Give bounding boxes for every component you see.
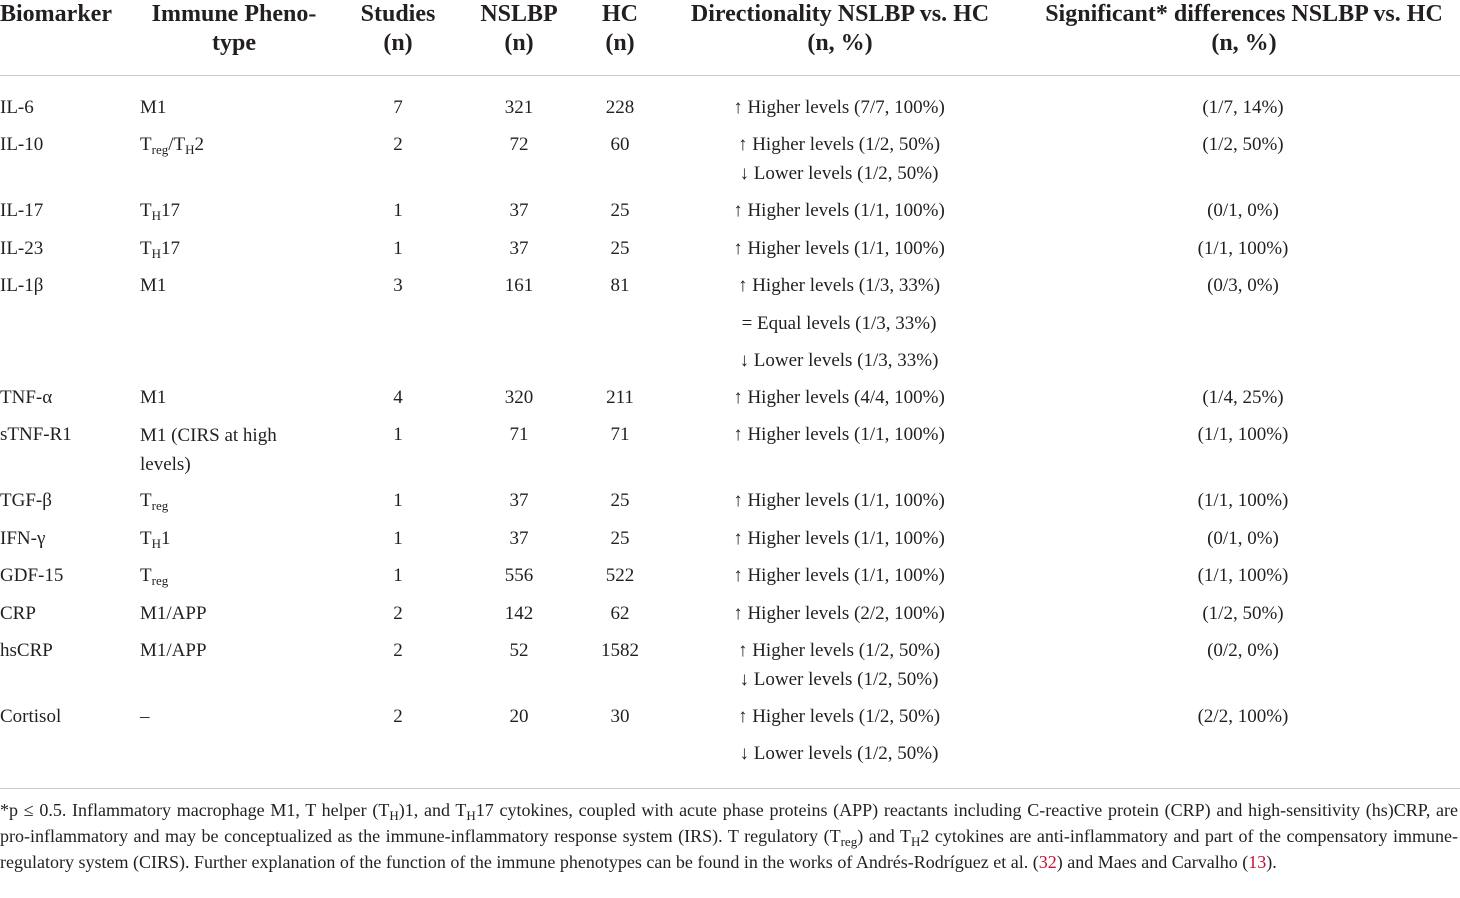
table-row-nslbp: 37 [509, 490, 529, 511]
table-row-nslbp: 161 [504, 275, 534, 296]
table-row-biomarker: TNF-α [0, 387, 53, 408]
header-nslbp: NSLBP (n) [480, 1, 558, 56]
table-row-hc: 81 [610, 275, 630, 296]
table-row-direction: ↑ Higher levels (7/7, 100%) [733, 97, 945, 118]
header-immune-phenotype: Immune Pheno- type [151, 1, 317, 56]
table-row-phenotype: – [140, 706, 150, 727]
table-row-hc: 60 [610, 134, 630, 155]
table-row-direction: ↑ Higher levels (2/2, 100%) [733, 603, 945, 624]
table-row-direction: ↑ Higher levels (1/1, 100%) [733, 200, 945, 221]
table-footnote: *p ≤ 0.5. Inflammatory macrophage M1, T helper $(T_H)1$, and $T_H17$ cytokines, coupled with acute phase proteins (APP) reactants including C-reactive protein (CRP) and high-sensitivity (hs)CRP, are pro-inflammatory and may be conceptualized as the immune-inflammatory response system (IRS). T regulatory $(T_{reg})$ and $T_H2$ cytokines are anti-inflammatory and part of the compensatory immune-regulatory system (CIRS). Further explanation of the function of the immune phenotypes can be found in the works of Andrés-Rodríguez et al. (32) and Maes and Carvalho (13). [0, 800, 1459, 872]
table-row-hc: 25 [610, 238, 630, 259]
table-row-hc: 71 [610, 424, 630, 445]
table-row-nslbp: 52 [509, 640, 529, 661]
table-row-nslbp: 320 [504, 387, 534, 408]
table-row-direction: ↓ Lower levels (1/2, 50%) [739, 163, 939, 184]
table-row-phenotype: $T_H17$ [140, 238, 180, 261]
table-row-significant: (1/1, 100%) [1197, 238, 1289, 259]
table-row-hc: 1582 [601, 640, 639, 661]
table-row-significant: (1/2, 50%) [1202, 134, 1284, 155]
table-row-significant: (1/2, 50%) [1202, 603, 1284, 624]
table-row-hc: 25 [610, 528, 630, 549]
table-row-nslbp: 71 [509, 424, 529, 445]
table-row-direction: ↑ Higher levels (1/2, 50%) [737, 134, 941, 155]
table-row-hc: 25 [610, 200, 630, 221]
table-row-significant: (1/1, 100%) [1197, 490, 1289, 511]
table-row-significant: (0/2, 0%) [1207, 640, 1279, 661]
table-row-nslbp: 37 [509, 200, 529, 221]
table-row-hc: 62 [610, 603, 630, 624]
table-row-direction: ↑ Higher levels (1/2, 50%) [737, 640, 941, 661]
table-row-direction: ↓ Lower levels (1/2, 50%) [739, 669, 939, 690]
table-row-biomarker: hsCRP [0, 640, 53, 661]
table-row-phenotype: $T_H17$ [140, 200, 180, 223]
reference-link-32[interactable]: 32 [1038, 852, 1057, 872]
table-row-hc: 228 [605, 97, 635, 118]
table-row-biomarker: CRP [0, 603, 36, 624]
table-row-direction: ↑ Higher levels (1/3, 33%) [737, 275, 941, 296]
table-row-direction: ↑ Higher levels (1/2, 50%) [737, 706, 941, 727]
table-row-biomarker: IL-1β [0, 275, 44, 296]
table-row-studies: 1 [393, 424, 403, 445]
table-row-biomarker: TGF-β [0, 490, 52, 511]
table-row-biomarker: sTNF-R1 [0, 424, 72, 445]
table-row-nslbp: 142 [504, 603, 534, 624]
table-row-phenotype: M1 (CIRS at high levels) [140, 425, 277, 475]
table-row-direction: ↓ Lower levels (1/2, 50%) [739, 743, 939, 764]
table-row-direction: ↑ Higher levels (4/4, 100%) [733, 387, 945, 408]
table-row-phenotype: M1 [140, 275, 167, 296]
table-row-phenotype: $T_{reg}$ [140, 565, 169, 588]
table-row-significant: (1/1, 100%) [1197, 565, 1289, 586]
table-row-direction: = Equal levels (1/3, 33%) [741, 313, 937, 334]
table-row-significant: (1/7, 14%) [1202, 97, 1284, 118]
table-row-biomarker: IL-17 [0, 200, 44, 221]
table-row-phenotype: $T_{reg}$ [140, 490, 169, 513]
table-row-biomarker: IL-6 [0, 97, 34, 118]
table-row-direction: ↑ Higher levels (1/1, 100%) [733, 238, 945, 259]
table-row-hc: 25 [610, 490, 630, 511]
table-row-studies: 7 [393, 97, 403, 118]
table-row-phenotype: M1/APP [140, 640, 207, 661]
table-row-direction: ↑ Higher levels (1/1, 100%) [733, 528, 945, 549]
table-row-studies: 1 [393, 490, 403, 511]
table-row-biomarker: Cortisol [0, 706, 62, 727]
table-row-nslbp: 20 [509, 706, 529, 727]
table-row-direction: ↑ Higher levels (1/1, 100%) [733, 565, 945, 586]
table-row-nslbp: 556 [504, 565, 534, 586]
table-row-studies: 1 [393, 528, 403, 549]
table-row-studies: 2 [393, 603, 403, 624]
table-row-hc: 211 [606, 387, 634, 408]
footer-rule [0, 788, 1460, 789]
table-row-significant: (0/3, 0%) [1207, 275, 1279, 296]
header-studies: Studies (n) [360, 1, 436, 56]
table-row-nslbp: 321 [504, 97, 534, 118]
table-row-hc: 30 [610, 706, 630, 727]
table-row-studies: 1 [393, 200, 403, 221]
table-row-biomarker: IFN-γ [0, 528, 46, 549]
table-row-phenotype: M1 [140, 387, 167, 408]
header-rule [0, 75, 1460, 76]
table-row-biomarker: GDF-15 [0, 565, 64, 586]
table-row-studies: 2 [393, 706, 403, 727]
table-row-phenotype: $T_H1$ [140, 528, 171, 551]
table-row-direction: ↑ Higher levels (1/1, 100%) [733, 490, 945, 511]
table-row-phenotype: M1 [140, 97, 167, 118]
table-row-hc: 522 [605, 565, 635, 586]
reference-link-13[interactable]: 13 [1248, 852, 1267, 872]
table-row-studies: 1 [393, 565, 403, 586]
table-row-significant: (0/1, 0%) [1207, 200, 1279, 221]
table-row-biomarker: IL-10 [0, 134, 44, 155]
table-row-studies: 3 [393, 275, 403, 296]
table-row-studies: 2 [393, 640, 403, 661]
table-row-significant: (2/2, 100%) [1197, 706, 1289, 727]
table-row-studies: 4 [393, 387, 403, 408]
header-biomarker: Biomarker [0, 1, 112, 27]
table-row-nslbp: 72 [509, 134, 529, 155]
table-row-studies: 1 [393, 238, 403, 259]
header-significant-differences: Significant* differences NSLBP vs. HC (n, %) [1045, 1, 1443, 56]
header-directionality: Directionality NSLBP vs. HC (n, %) [690, 1, 990, 56]
table-row-nslbp: 37 [509, 238, 529, 259]
table-row-significant: (0/1, 0%) [1207, 528, 1279, 549]
table-row-phenotype: M1/APP [140, 603, 207, 624]
table-row-phenotype: $T_{reg}/T_H2$ [140, 134, 204, 157]
table-row-biomarker: IL-23 [0, 238, 44, 259]
table-row-nslbp: 37 [509, 528, 529, 549]
table-row-significant: (1/4, 25%) [1202, 387, 1284, 408]
table-row-significant: (1/1, 100%) [1197, 424, 1289, 445]
header-hc: HC (n) [602, 1, 638, 56]
table-row-direction: ↓ Lower levels (1/3, 33%) [739, 350, 939, 371]
table-row-direction: ↑ Higher levels (1/1, 100%) [733, 424, 945, 445]
table-row-studies: 2 [393, 134, 403, 155]
